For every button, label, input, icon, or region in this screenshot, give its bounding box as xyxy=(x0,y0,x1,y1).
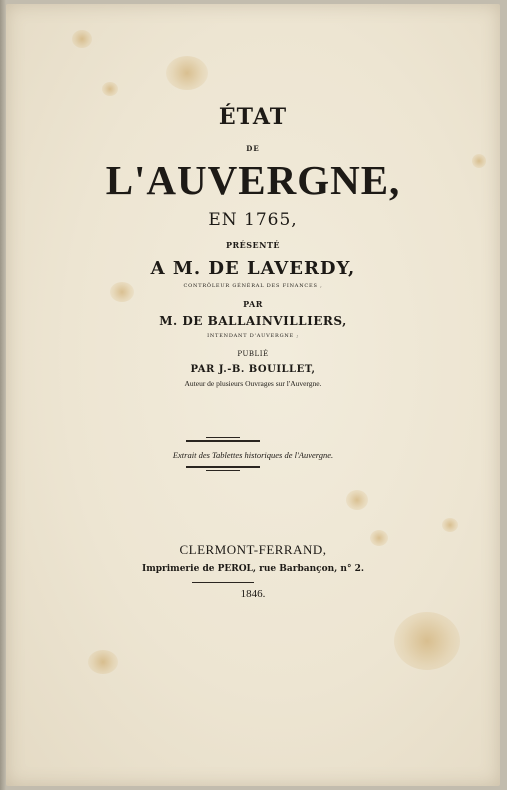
ornament-rule-bottom xyxy=(186,466,260,468)
foxing-stain xyxy=(166,56,208,90)
editor-name: PAR J.-B. BOUILLET, xyxy=(190,364,316,375)
foxing-stain xyxy=(88,650,118,674)
title-year: EN 1765, xyxy=(208,210,298,230)
foxing-stain xyxy=(346,490,368,510)
recipient-title: CONTRÔLEUR GÉNÉRAL DES FINANCES , xyxy=(183,283,323,289)
title-etat: ÉTAT xyxy=(218,104,288,130)
extract-note: Extrait des Tablettes historiques de l'Auvergne. xyxy=(172,450,334,460)
ornament-rule-top xyxy=(186,440,260,442)
par-label: PAR xyxy=(243,299,263,309)
title-de: DE xyxy=(246,144,260,153)
foxing-stain xyxy=(72,30,92,48)
author-name: M. DE BALLAINVILLIERS, xyxy=(159,314,347,328)
foxing-stain xyxy=(394,612,460,670)
imprint-date: 1846. xyxy=(240,588,266,600)
imprint-printer: Imprimerie de PEROL, rue Barbançon, n° 2. xyxy=(141,564,364,574)
editor-description: Auteur de plusieurs Ouvrages sur l'Auvergne. xyxy=(184,379,322,388)
ornament-rule-top-inner xyxy=(206,437,240,438)
presente-label: PRÉSENTÉ xyxy=(226,240,280,250)
author-title: INTENDANT D'AUVERGNE ; xyxy=(207,333,299,339)
paper-sheet xyxy=(6,4,500,786)
foxing-stain xyxy=(442,518,458,532)
imprint-city: CLERMONT-FERRAND, xyxy=(179,542,327,557)
publie-label: PUBLIÉ xyxy=(237,350,269,358)
ornament-rule-bottom-inner xyxy=(206,470,240,471)
foxing-stain xyxy=(102,82,118,96)
title-region: L'AUVERGNE, xyxy=(105,157,401,203)
date-rule xyxy=(192,582,254,583)
recipient-name: A M. DE LAVERDY, xyxy=(150,258,356,279)
